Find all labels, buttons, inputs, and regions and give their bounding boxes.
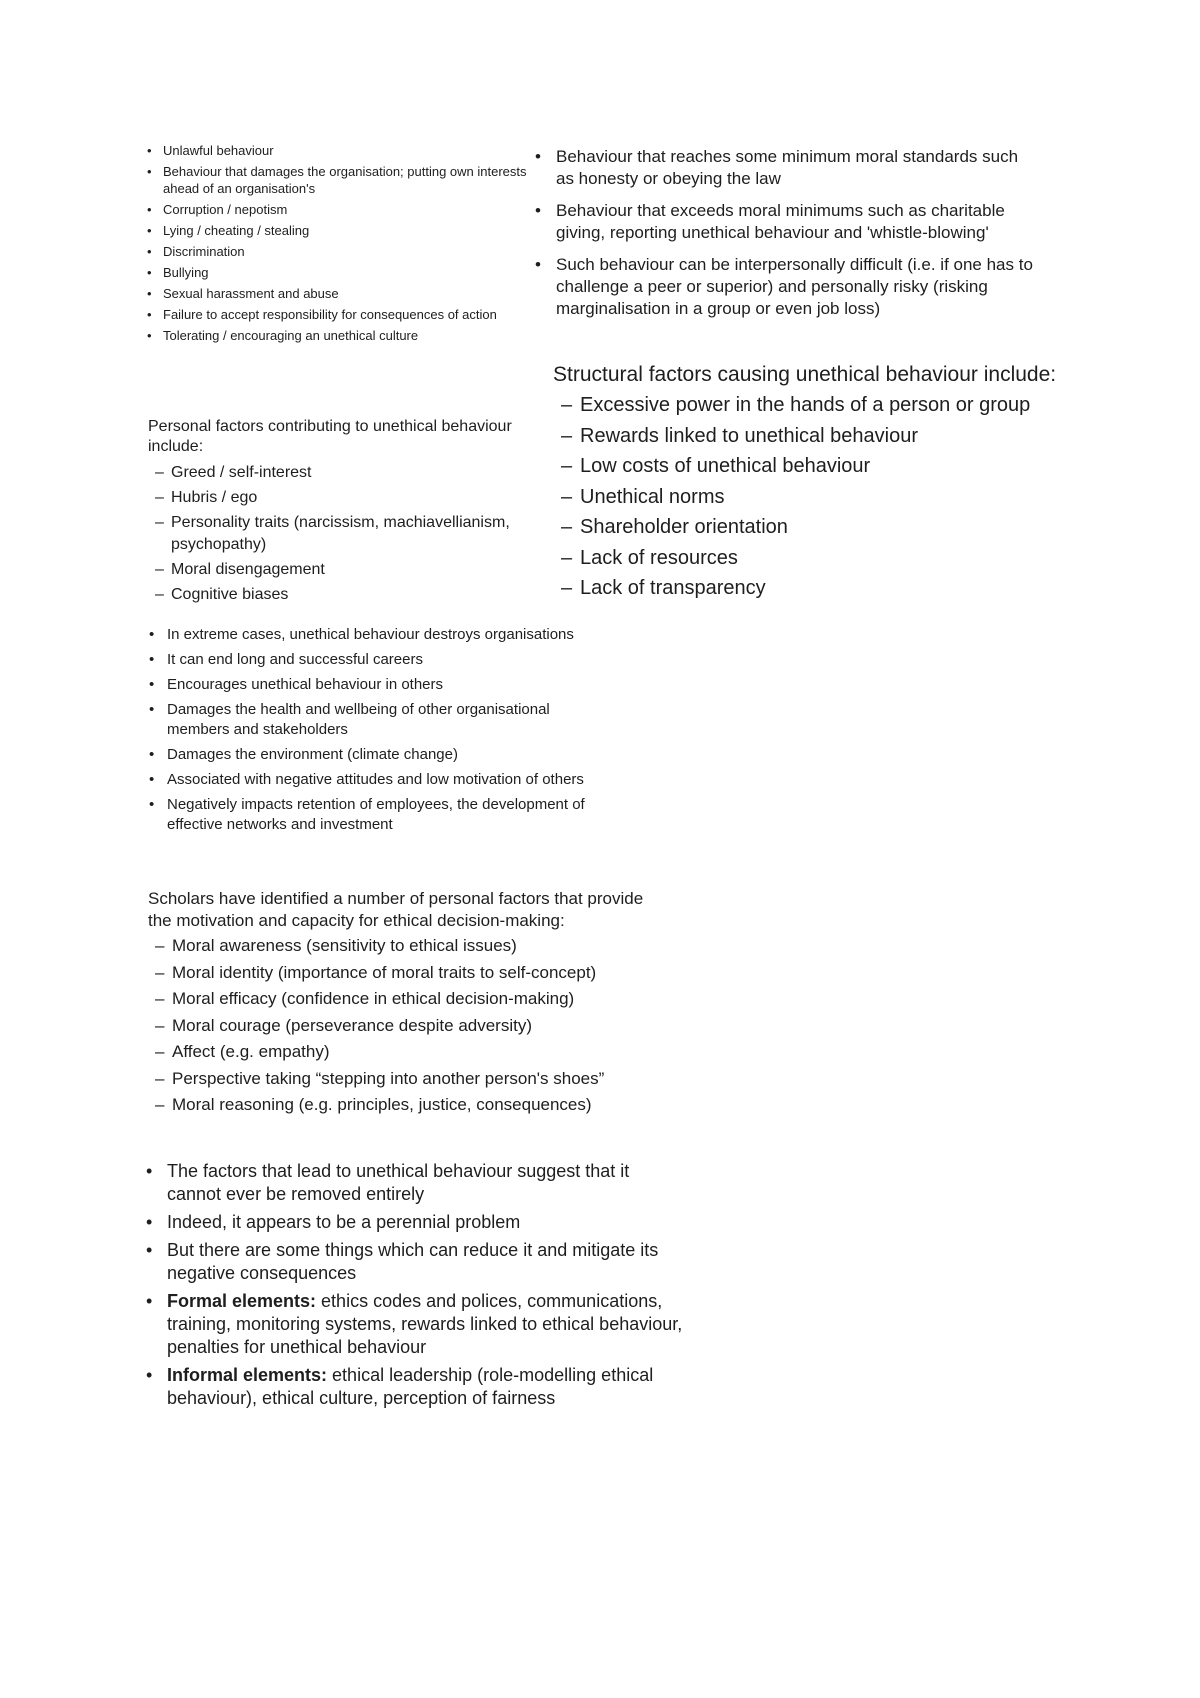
list-item: • Discrimination (147, 243, 542, 260)
list-item-formal-elements (146, 1290, 686, 1359)
remedies-list (146, 1160, 686, 1415)
informal-elements-label: Informal elements: (167, 1365, 328, 1385)
list-item: • But there are some things which can reduce it and mitigate its negative consequences (146, 1239, 686, 1285)
list-item: – Shareholder orientation (553, 515, 1073, 540)
list-item: • Such behaviour can be interpersonally difficult (i.e. if one has to challenge a peer or superior) and personally risky (risking marginalisation in a group or even job loss) (535, 254, 1035, 320)
section-heading: Structural factors causing unethical behaviour include: (553, 363, 1057, 386)
list-item-informal-elements (146, 1364, 686, 1410)
ethical-behaviour-list (535, 146, 1035, 330)
section-heading: Personal factors contributing to unethical behaviour include: (148, 418, 512, 455)
list-item: – Greed / self-interest (148, 462, 563, 484)
list-item: • Bullying (147, 264, 542, 281)
list-item: – Perspective taking “stepping into another person's shoes” (148, 1068, 668, 1090)
list-item: • Damages the health and wellbeing of other organisational members and stakeholders (149, 700, 609, 740)
list-item: – Moral efficacy (confidence in ethical decision-making) (148, 988, 668, 1010)
list-item: – Moral disengagement (148, 559, 563, 581)
list-item: • Corruption / nepotism (147, 201, 542, 218)
list-item: • The factors that lead to unethical behaviour suggest that it cannot ever be removed entirely (146, 1160, 686, 1206)
list-item: – Moral awareness (sensitivity to ethical issues) (148, 935, 668, 957)
list-item: – Hubris / ego (148, 487, 563, 509)
list-item: – Cognitive biases (148, 584, 563, 606)
list-item: • In extreme cases, unethical behaviour destroys organisations (149, 625, 609, 645)
structural-factors-section (553, 362, 1073, 607)
list-item: • Associated with negative attitudes and low motivation of others (149, 770, 609, 790)
unethical-behaviour-list (147, 142, 542, 348)
personal-factors-section (148, 417, 563, 609)
list-item: • Behaviour that reaches some minimum moral standards such as honesty or obeying the law (535, 146, 1035, 190)
ethical-decision-factors-section (148, 888, 668, 1121)
list-item: • Unlawful behaviour (147, 142, 542, 159)
list-item: – Rewards linked to unethical behaviour (553, 424, 1073, 449)
list-item: • Failure to accept responsibility for consequences of action (147, 306, 542, 323)
list-item: • Behaviour that exceeds moral minimums such as charitable giving, reporting unethical behaviour and 'whistle-blowing' (535, 200, 1035, 244)
informal-elements-text: ethical leadership (role-modelling ethical behaviour), ethical culture, perception of fairness (167, 1365, 654, 1408)
list-item: – Affect (e.g. empathy) (148, 1041, 668, 1063)
list-item: • Behaviour that damages the organisation; putting own interests ahead of an organisation's (147, 163, 542, 197)
list-item: – Moral courage (perseverance despite adversity) (148, 1015, 668, 1037)
list-item: – Unethical norms (553, 485, 1073, 510)
list-item: – Lack of resources (553, 546, 1073, 571)
section-heading: Scholars have identified a number of personal factors that provide the motivation and capacity for ethical decision-making: (148, 889, 644, 930)
list-item: • Sexual harassment and abuse (147, 285, 542, 302)
list-item: – Lack of transparency (553, 576, 1073, 601)
list-item: • Lying / cheating / stealing (147, 222, 542, 239)
list-item: • Indeed, it appears to be a perennial problem (146, 1211, 686, 1234)
list-item: • Tolerating / encouraging an unethical culture (147, 327, 542, 344)
formal-elements-label: Formal elements: (167, 1291, 317, 1311)
list-item: – Moral identity (importance of moral traits to self-concept) (148, 962, 668, 984)
list-item: – Excessive power in the hands of a person or group (553, 393, 1073, 418)
formal-elements-text: ethics codes and polices, communications, training, monitoring systems, rewards linked to ethical behaviour, penalties for unethical behaviour (167, 1291, 683, 1357)
list-item: • It can end long and successful careers (149, 650, 609, 670)
consequences-list (149, 625, 609, 840)
list-item: – Personality traits (narcissism, machiavellianism, psychopathy) (148, 512, 563, 556)
list-item: • Encourages unethical behaviour in others (149, 675, 609, 695)
list-item: – Low costs of unethical behaviour (553, 454, 1073, 479)
list-item: • Damages the environment (climate change) (149, 745, 609, 765)
list-item: • Negatively impacts retention of employees, the development of effective networks and investment (149, 795, 609, 835)
list-item: – Moral reasoning (e.g. principles, justice, consequences) (148, 1094, 668, 1116)
